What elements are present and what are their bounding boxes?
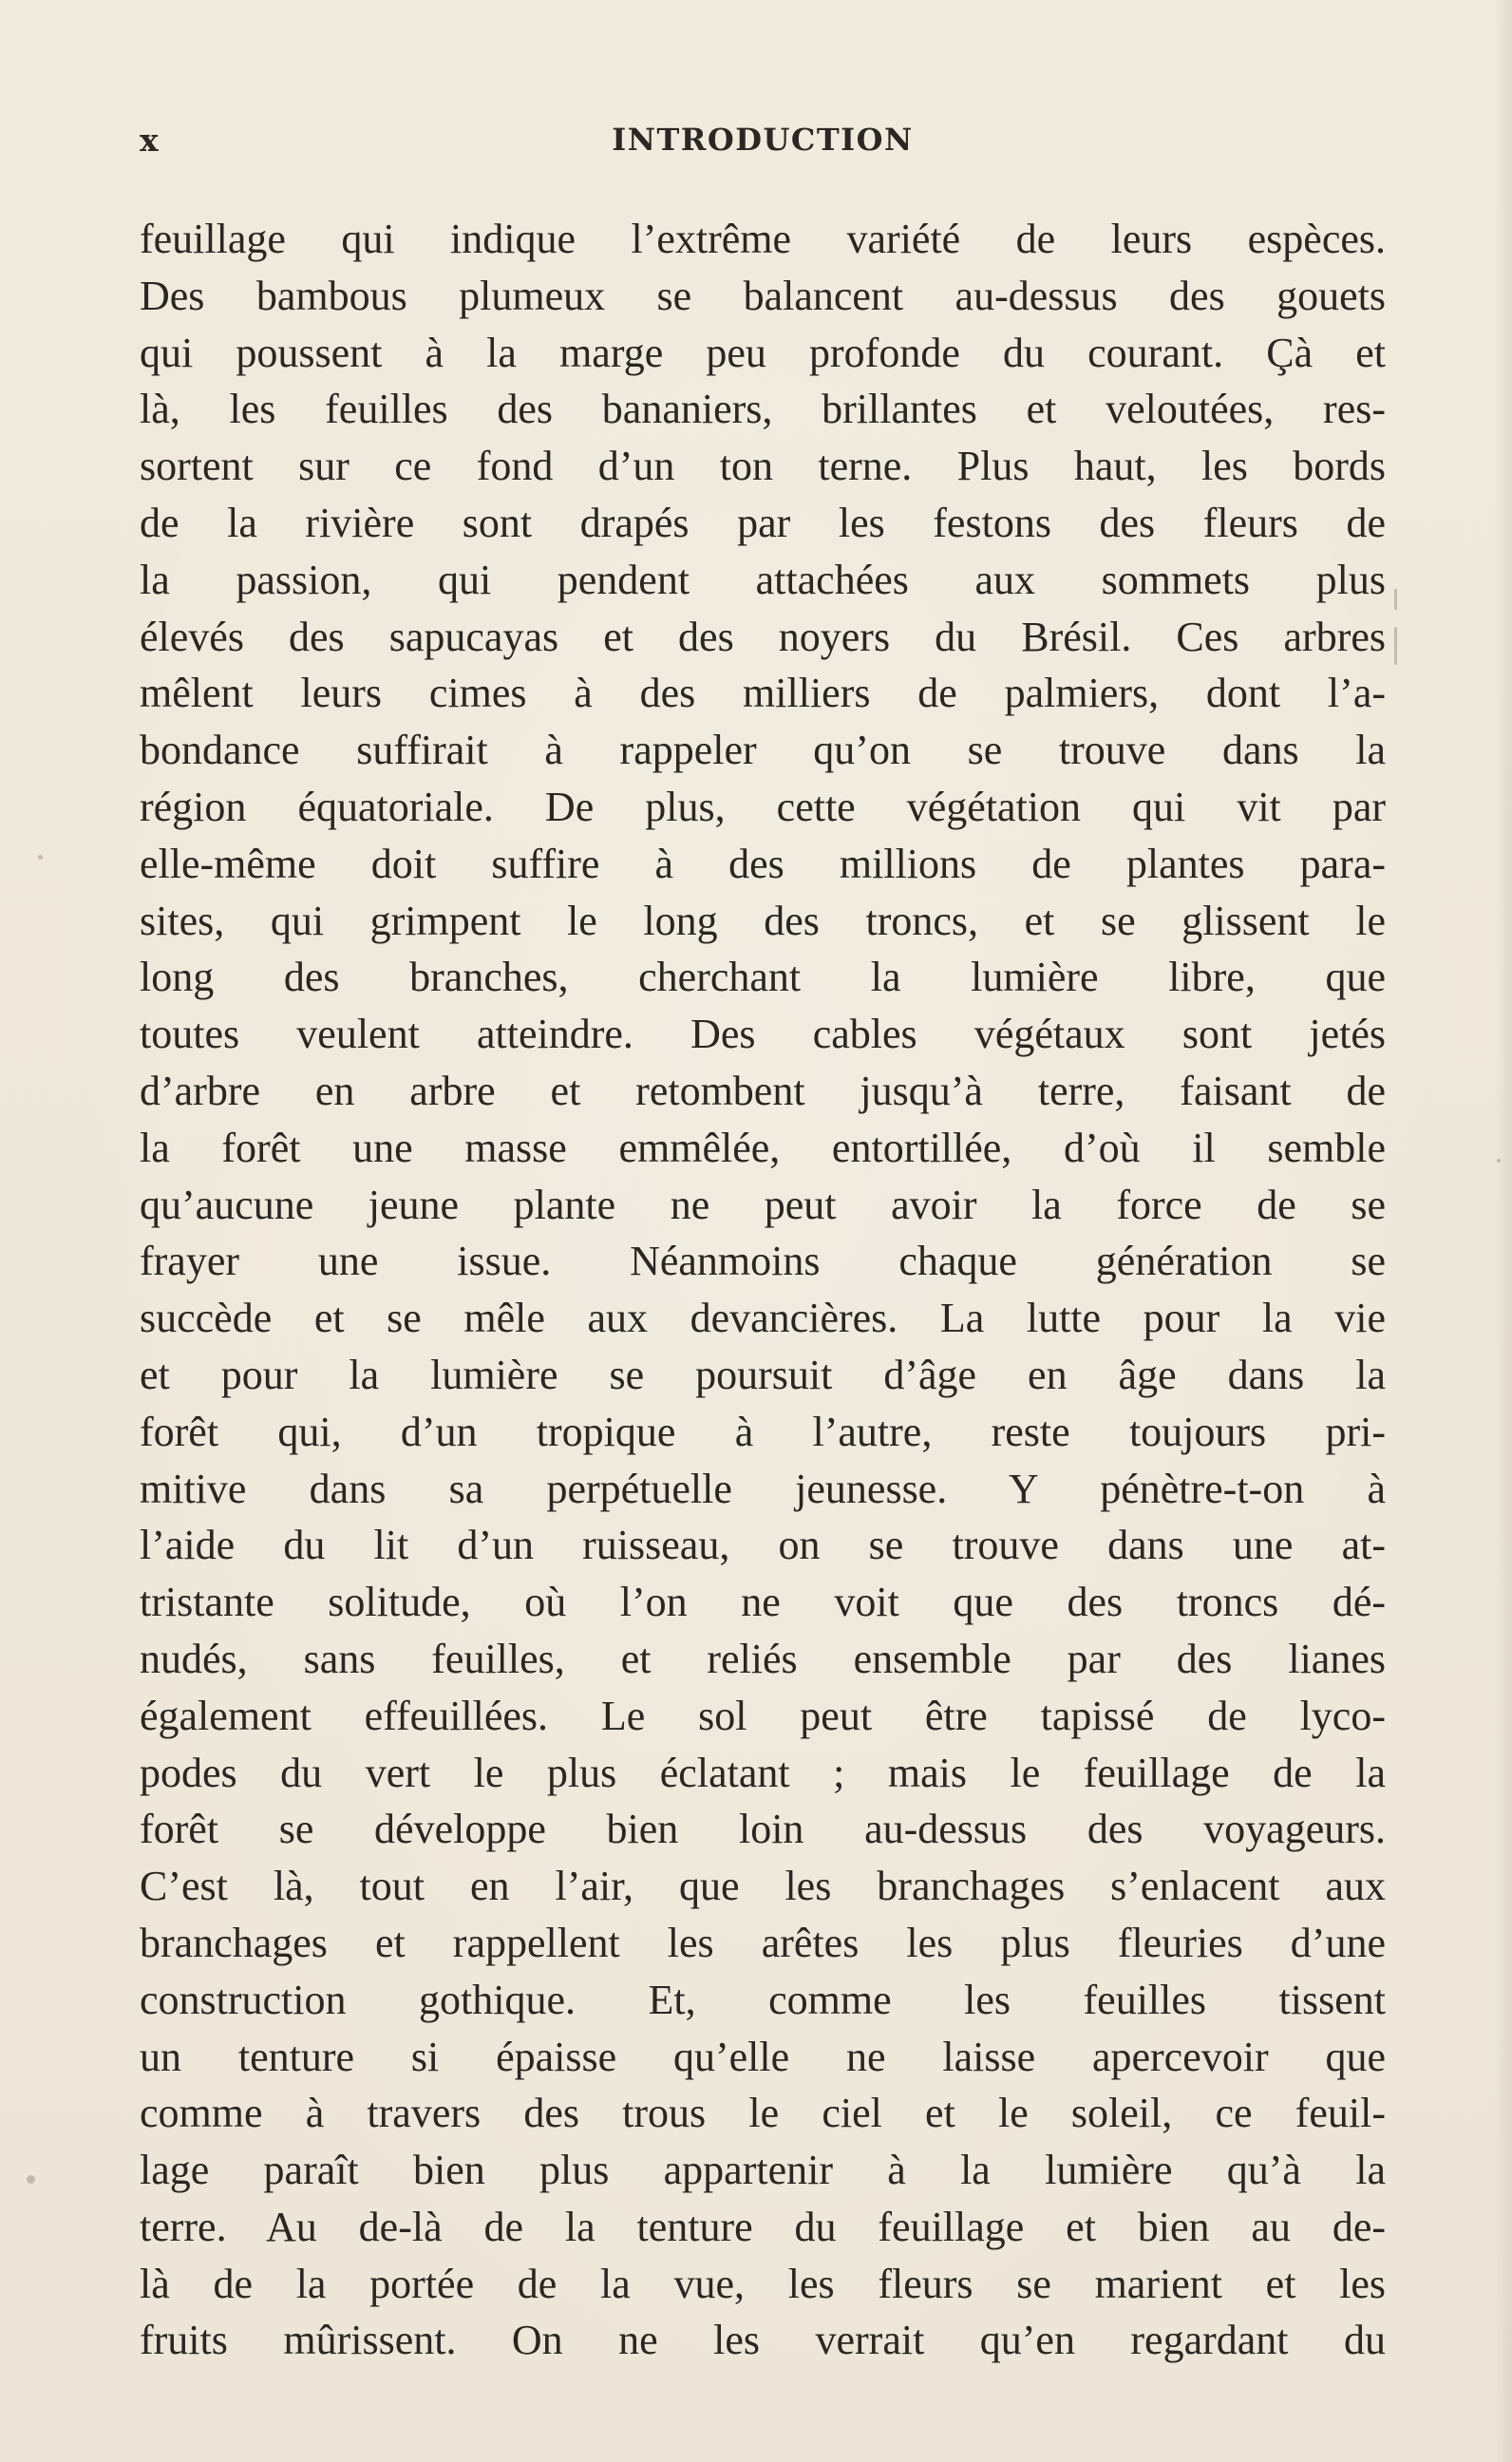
text-line-32: construction gothique. Et, comme les feuilles tissent <box>140 1976 1386 2023</box>
text-line-35: lage paraît bien plus appartenir à la lumière qu’à la <box>140 2147 1386 2194</box>
page-number: x <box>140 122 160 159</box>
text-line-14: long des branches, cherchant la lumière libre, que <box>140 954 1386 1001</box>
text-line-12: elle-même doit suffire à des millions de plantes para- <box>140 840 1386 887</box>
text-line-22: forêt qui, d’un tropique à l’autre, reste toujours pri- <box>140 1408 1386 1455</box>
text-line-36: terre. Au de-là de la tenture du feuillage et bien au de- <box>140 2203 1386 2250</box>
text-line-23: mitive dans sa perpétuelle jeunesse. Y pénètre-t-on à <box>140 1465 1386 1512</box>
text-line-8: élevés des sapucayas et des noyers du Brésil. Ces arbres <box>140 613 1386 660</box>
text-line-6: de la rivière sont drapés par les festons des fleurs de <box>140 499 1386 546</box>
text-line-21: et pour la lumière se poursuit d’âge en âge dans la <box>140 1351 1386 1398</box>
paper-speck <box>1394 589 1397 610</box>
text-line-25: tristante solitude, où l’on ne voit que des troncs dé- <box>140 1579 1386 1626</box>
text-line-13: sites, qui grimpent le long des troncs, et se glissent le <box>140 897 1386 944</box>
text-line-28: podes du vert le plus éclatant ; mais le feuillage de la <box>140 1749 1386 1796</box>
text-line-33: un tenture si épaisse qu’elle ne laisse apercevoir que <box>140 2033 1386 2080</box>
text-line-29: forêt se développe bien loin au-dessus des voyageurs. <box>140 1806 1386 1853</box>
paper-speck <box>38 855 43 860</box>
text-line-11: région équatoriale. De plus, cette végétation qui vit par <box>140 783 1386 830</box>
text-line-1: feuillage qui indique l’extrême variété de leurs espèces. <box>140 216 1386 262</box>
text-line-5: sortent sur ce fond d’un ton terne. Plus haut, les bords <box>140 443 1386 490</box>
text-line-31: branchages et rappellent les arêtes les plus fleuries d’une <box>140 1919 1386 1966</box>
text-line-37: là de la portée de la vue, les fleurs se marient et les <box>140 2260 1386 2307</box>
text-line-38: fruits mûrissent. On ne les verrait qu’en regardant du <box>140 2317 1386 2364</box>
body-text <box>140 211 1386 2369</box>
text-line-19: frayer une issue. Néanmoins chaque génération se <box>140 1238 1386 1285</box>
text-line-16: d’arbre en arbre et retombent jusqu’à terre, faisant de <box>140 1067 1386 1114</box>
text-line-26: nudés, sans feuilles, et reliés ensemble par des lianes <box>140 1635 1386 1682</box>
paper-speck <box>27 2175 35 2184</box>
text-line-10: bondance suffirait à rappeler qu’on se trouve dans la <box>140 727 1386 774</box>
text-line-15: toutes veulent atteindre. Des cables végétaux sont jetés <box>140 1011 1386 1058</box>
text-line-30: C’est là, tout en l’air, que les branchages s’enlacent aux <box>140 1863 1386 1910</box>
text-line-9: mêlent leurs cimes à des milliers de palmiers, dont l’a- <box>140 670 1386 717</box>
text-line-17: la forêt une masse emmêlée, entortillée, d’où il semble <box>140 1124 1386 1171</box>
text-line-3: qui poussent à la marge peu profonde du courant. Çà et <box>140 329 1386 376</box>
page-edge-shadow <box>1495 0 1512 2462</box>
text-line-27: également effeuillées. Le sol peut être tapissé de lyco- <box>140 1692 1386 1739</box>
text-line-7: la passion, qui pendent attachées aux sommets plus <box>140 556 1386 603</box>
text-line-24: l’aide du lit d’un ruisseau, on se trouve dans une at- <box>140 1522 1386 1569</box>
text-line-4: là, les feuilles des bananiers, brillantes et veloutées, res- <box>140 386 1386 433</box>
text-line-20: succède et se mêle aux devancières. La lutte pour la vie <box>140 1295 1386 1342</box>
running-head <box>140 122 1386 169</box>
text-line-2: Des bambous plumeux se balancent au-dessus des gouets <box>140 272 1386 319</box>
running-title: INTRODUCTION <box>612 122 914 158</box>
text-line-18: qu’aucune jeune plante ne peut avoir la force de se <box>140 1181 1386 1228</box>
paper-speck <box>1394 627 1397 665</box>
text-line-34: comme à travers des trous le ciel et le soleil, ce feuil- <box>140 2090 1386 2137</box>
